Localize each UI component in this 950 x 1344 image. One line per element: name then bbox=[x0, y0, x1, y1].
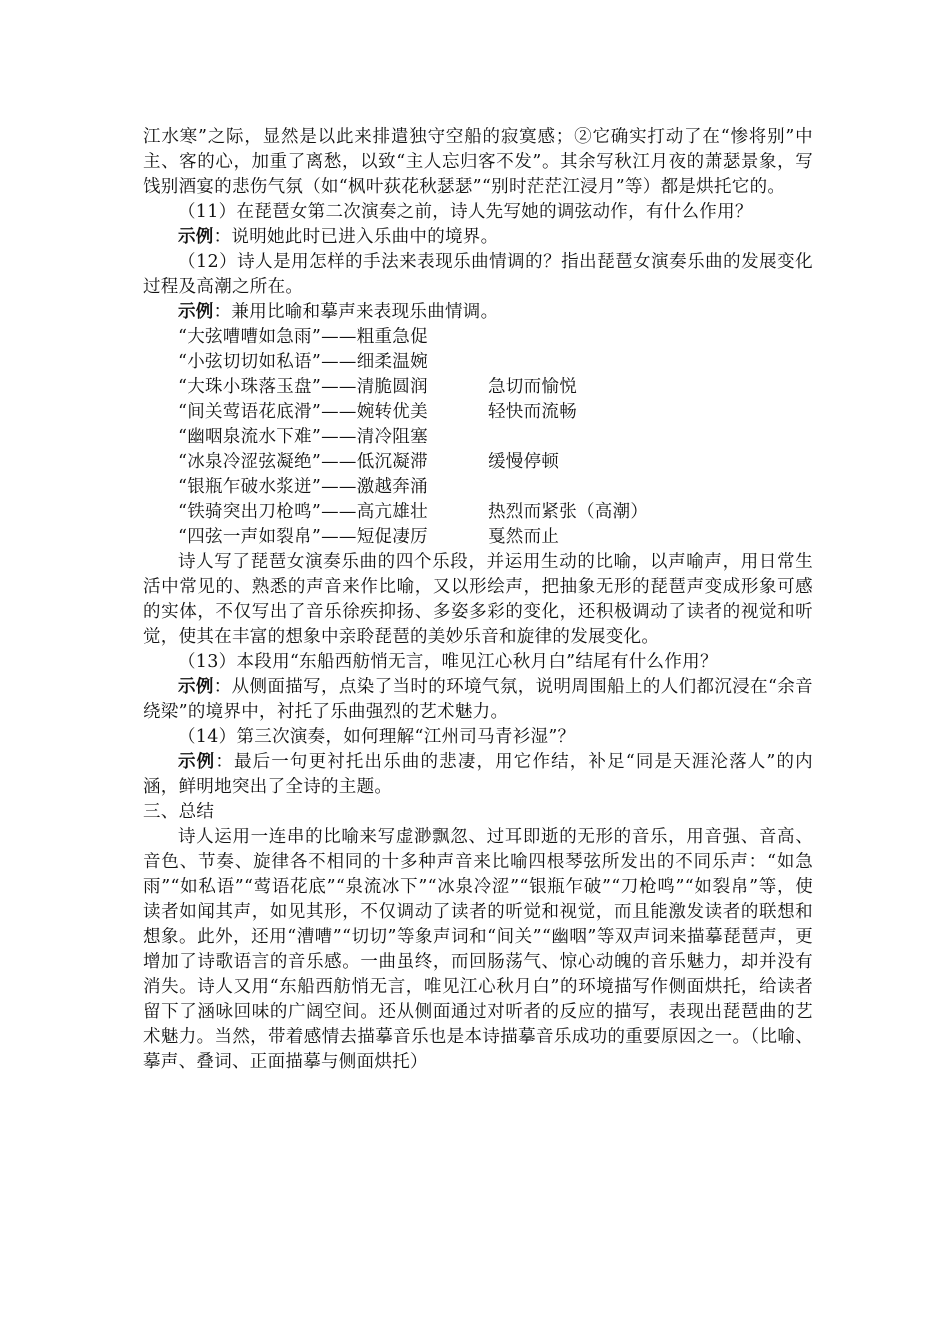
analysis-row bbox=[143, 375, 813, 400]
analysis-row bbox=[143, 325, 813, 350]
analysis-row bbox=[143, 525, 813, 550]
analysis-row bbox=[143, 500, 813, 525]
example-label: 示例 bbox=[178, 677, 214, 697]
analysis-line: “铁骑突出刀枪鸣”——高亢雄壮 bbox=[178, 502, 428, 522]
question-13: （13）本段用“东船西舫悄无言，唯见江心秋月白”结尾有什么作用？ bbox=[178, 652, 718, 672]
summary-paragraph: 诗人写了琵琶女演奏乐曲的四个乐段，并运用生动的比喻，以声喻声，用日常生活中常见的、熟悉的声音来作比喻，又以形绘声，把抽象无形的琵琶声变成形象可感的实体，不仅写出了音乐徐疾抑扬、多姿多彩的变化，还积极调动了读者的视觉和听觉，使其在丰富的想象中亲聆琵琶的美妙乐音和旋律的发展变化。 bbox=[143, 552, 813, 647]
question-12: （12）诗人是用怎样的手法来表现乐曲情调的？指出琵琶女演奏乐曲的发展变化过程及高潮之所在。 bbox=[143, 252, 813, 297]
analysis-line: “大弦嘈嘈如急雨”——粗重急促 bbox=[178, 327, 428, 347]
answer-14 bbox=[143, 750, 813, 800]
analysis-note: 热烈而紧张（高潮） bbox=[488, 502, 649, 522]
answer-text: ：从侧面描写，点染了当时的环境气氛，说明周围船上的人们都沉浸在“余音绕梁”的境界中，衬托了乐曲强烈的艺术魅力。 bbox=[143, 677, 813, 722]
document-body bbox=[143, 125, 813, 1075]
analysis-note: 戛然而止 bbox=[488, 527, 560, 547]
intro-paragraph: 江水寒”之际，显然是以此来排遣独守空船的寂寞感；②它确实打动了在“惨将别”中主、客的心，加重了离愁，以致“主人忘归客不发”。其余写秋江月夜的萧瑟景象，写饯别酒宴的悲伤气氛（如“枫叶荻花秋瑟瑟”“别时茫茫江浸月”等）都是烘托它的。 bbox=[143, 127, 813, 197]
music-analysis-list bbox=[143, 325, 813, 550]
question-11: （11）在琵琶女第二次演奏之前，诗人先写她的调弦动作，有什么作用？ bbox=[178, 202, 753, 222]
answer-text: ：兼用比喻和摹声来表现乐曲情调。 bbox=[213, 302, 499, 322]
answer-text: ：说明她此时已进入乐曲中的境界。 bbox=[213, 227, 499, 247]
analysis-line: “冰泉冷涩弦凝绝”——低沉凝滞 bbox=[178, 452, 428, 472]
answer-text: ：最后一句更衬托出乐曲的悲凄，用它作结，补足“同是天涯沦落人”的内涵，鲜明地突出了全诗的主题。 bbox=[143, 752, 813, 797]
analysis-row bbox=[143, 400, 813, 425]
analysis-row bbox=[143, 475, 813, 500]
analysis-note: 急切而愉悦 bbox=[488, 377, 577, 397]
example-label: 示例 bbox=[178, 752, 216, 772]
analysis-row bbox=[143, 350, 813, 375]
analysis-line: “幽咽泉流水下难”——清冷阻塞 bbox=[178, 427, 428, 447]
analysis-line: “间关莺语花底滑”——婉转优美 bbox=[178, 402, 428, 422]
answer-13 bbox=[143, 675, 813, 725]
analysis-note: 缓慢停顿 bbox=[488, 452, 560, 472]
analysis-row bbox=[143, 425, 813, 450]
section-heading: 三、总结 bbox=[143, 802, 215, 822]
analysis-line: “小弦切切如私语”——细柔温婉 bbox=[178, 352, 428, 372]
example-label: 示例 bbox=[178, 302, 214, 322]
conclusion-paragraph: 诗人运用一连串的比喻来写虚渺飘忽、过耳即逝的无形的音乐，用音强、音高、音色、节奏、旋律各不相同的十多种声音来比喻四根琴弦所发出的不同乐声：“如急雨”“如私语”“莺语花底”“泉流冰下”“冰泉冷涩”“银瓶乍破”“刀枪鸣”“如裂帛”等，使读者如闻其声，如见其形，不仅调动了读者的听觉和视觉，而且能激发读者的联想和想象。此外，还用“漕嘈”“切切”等象声词和“间关”“幽咽”等双声词来描摹琵琶声，更增加了诗歌语言的音乐感。一曲虽终，而回肠荡气、惊心动魄的音乐魅力，却并没有消失。诗人又用“东船西舫悄无言，唯见江心秋月白”的环境描写作侧面烘托，给读者留下了涵咏回味的广阔空间。还从侧面通过对听者的反应的描写，表现出琵琶曲的艺术魅力。当然，带着感情去描摹音乐也是本诗描摹音乐成功的重要原因之一。（比喻、摹声、叠词、正面描摹与侧面烘托） bbox=[143, 827, 813, 1072]
analysis-line: “大珠小珠落玉盘”——清脆圆润 bbox=[178, 377, 428, 397]
example-label: 示例 bbox=[178, 227, 214, 247]
analysis-line: “银瓶乍破水浆迸”——激越奔涌 bbox=[178, 477, 428, 497]
analysis-row bbox=[143, 450, 813, 475]
question-14: （14）第三次演奏，如何理解“江州司马青衫湿”？ bbox=[178, 727, 576, 747]
analysis-note: 轻快而流畅 bbox=[488, 402, 577, 422]
answer-11 bbox=[143, 225, 813, 250]
analysis-line: “四弦一声如裂帛”——短促凄厉 bbox=[178, 527, 428, 547]
answer-12 bbox=[143, 300, 813, 325]
